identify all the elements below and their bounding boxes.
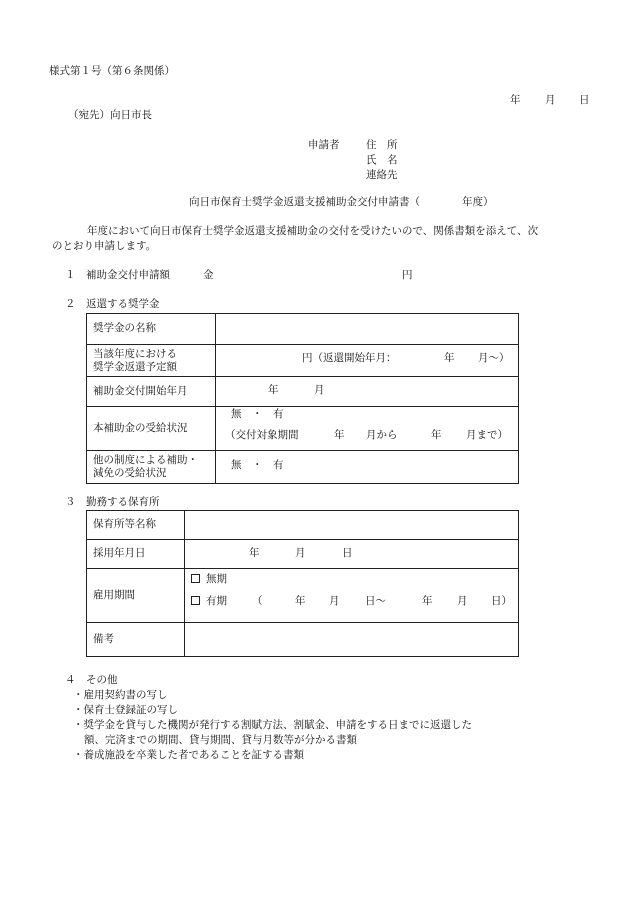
fixed-year2-label: 年: [422, 595, 433, 607]
indefinite-option[interactable]: [191, 573, 227, 586]
nursery-table: [86, 510, 519, 657]
table-row: [87, 407, 519, 451]
nursery-name-field[interactable]: [185, 511, 519, 540]
table-row: [87, 623, 519, 657]
fixed-checkbox[interactable]: [191, 596, 200, 605]
title-suffix: 年度）: [462, 196, 494, 208]
table-row: [87, 511, 519, 540]
table-row: [87, 540, 519, 569]
employment-period-label: 雇用期間: [87, 569, 185, 623]
section2-label: 返還する奨学金: [86, 298, 160, 310]
section1-label: 補助金交付申請額: [86, 269, 170, 281]
fixed-year1-label: 年: [295, 595, 306, 607]
section1-kin: 金: [203, 269, 214, 281]
other-system-field[interactable]: [216, 451, 519, 484]
table-row: [87, 451, 519, 484]
date-year-label: 年: [510, 94, 521, 106]
fixed-label: 有期: [206, 595, 227, 607]
intro-line-2: のとおり申請します。: [52, 240, 157, 252]
other-system-label-line2: 減免の受給状況: [93, 467, 167, 479]
receipt-label: 本補助金の受給状況: [87, 407, 216, 451]
hire-date-field[interactable]: [185, 540, 519, 569]
section3-label: 勤務する保育所: [86, 496, 160, 508]
section1-number: １: [65, 269, 76, 281]
fixed-open-paren: （: [252, 595, 263, 607]
fixed-option[interactable]: [191, 595, 227, 608]
start-month-label: 月: [314, 384, 325, 396]
hire-month-label: 月: [295, 547, 306, 559]
repay-amount-label: [87, 345, 216, 377]
date-day-label: 日: [579, 94, 590, 106]
receipt-none-have[interactable]: 無 ・ 有: [231, 408, 284, 420]
date-month-label: 月: [545, 94, 556, 106]
table-row: [87, 345, 519, 377]
section3-number: ３: [65, 496, 76, 508]
title-prefix: 向日市保育士奨学金返還支援補助金交付申請書（: [189, 196, 420, 208]
scholarship-name-field[interactable]: [216, 314, 519, 345]
section4-label: その他: [86, 674, 118, 686]
indefinite-checkbox[interactable]: [191, 574, 200, 583]
hire-date-label: 採用年月日: [87, 540, 185, 569]
form-number: 様式第１号（第６条関係）: [49, 65, 175, 77]
list-item: 額、完済までの期間、貸与期間、貸与月数等が分かる書類: [84, 734, 357, 746]
receipt-year2-label: 年: [431, 429, 442, 441]
list-item: ・養成施設を卒業した者であることを証する書類: [73, 749, 304, 761]
list-item: ・奨学金を貸与した機関が発行する割賦方法、割賦金、申請をする日までに返還した: [73, 719, 472, 731]
table-row: [87, 377, 519, 407]
intro-line-1: 年度において向日市保育士奨学金返還支援補助金の交付を受けたいので、関係書類を添えて、次: [87, 225, 539, 237]
repay-amount-label-line1: 当該年度における: [93, 347, 177, 360]
receipt-field[interactable]: [216, 407, 519, 451]
applicant-name-label: 氏 名: [366, 154, 398, 166]
fixed-day1-label: 日〜: [365, 595, 386, 607]
remarks-label: 備考: [87, 623, 185, 657]
fixed-month2-label: 月: [457, 595, 468, 607]
start-field[interactable]: [216, 377, 519, 407]
list-item: ・保育士登録証の写し: [73, 704, 178, 716]
start-label: 補助金交付開始年月: [87, 377, 216, 407]
nursery-name-label: 保育所等名称: [87, 511, 185, 540]
fixed-month1-label: 月: [329, 595, 340, 607]
employment-period-field: [185, 569, 519, 623]
repay-year-label: 年: [444, 352, 455, 364]
table-row: [87, 314, 519, 345]
hire-year-label: 年: [249, 547, 260, 559]
start-year-label: 年: [268, 384, 279, 396]
fixed-day2-label: 日）: [491, 595, 512, 607]
other-system-label: [87, 451, 216, 484]
other-none-have[interactable]: 無 ・ 有: [231, 459, 284, 471]
section1-yen: 円: [402, 269, 413, 281]
applicant-contact-label: 連絡先: [366, 169, 398, 181]
scholarship-name-label: 奨学金の名称: [87, 314, 216, 345]
other-system-label-line1: 他の制度による補助・: [93, 454, 198, 467]
receipt-period-label: （交付対象期間: [225, 429, 299, 441]
repay-amount-label-line2: 奨学金返還予定額: [93, 360, 177, 373]
repay-yen-label: 円（返還開始年月：: [302, 352, 397, 364]
applicant-label: 申請者: [308, 139, 340, 151]
repay-month-label: 月〜）: [478, 352, 510, 364]
indefinite-label: 無期: [206, 573, 227, 585]
scholarship-table: [86, 313, 519, 484]
repay-amount-field[interactable]: [216, 345, 519, 377]
section4-number: ４: [65, 674, 76, 686]
table-row: [87, 569, 519, 623]
receipt-month-until-label: 月まで）: [466, 429, 508, 441]
section2-number: ２: [65, 298, 76, 310]
addressee: （宛先）向日市長: [68, 109, 152, 121]
document-title: [189, 196, 494, 209]
receipt-year1-label: 年: [334, 429, 345, 441]
hire-day-label: 日: [342, 547, 353, 559]
remarks-field[interactable]: [185, 623, 519, 657]
applicant-address-label: 住 所: [366, 139, 398, 151]
list-item: ・雇用契約書の写し: [73, 689, 168, 701]
receipt-month-from-label: 月から: [366, 429, 398, 441]
